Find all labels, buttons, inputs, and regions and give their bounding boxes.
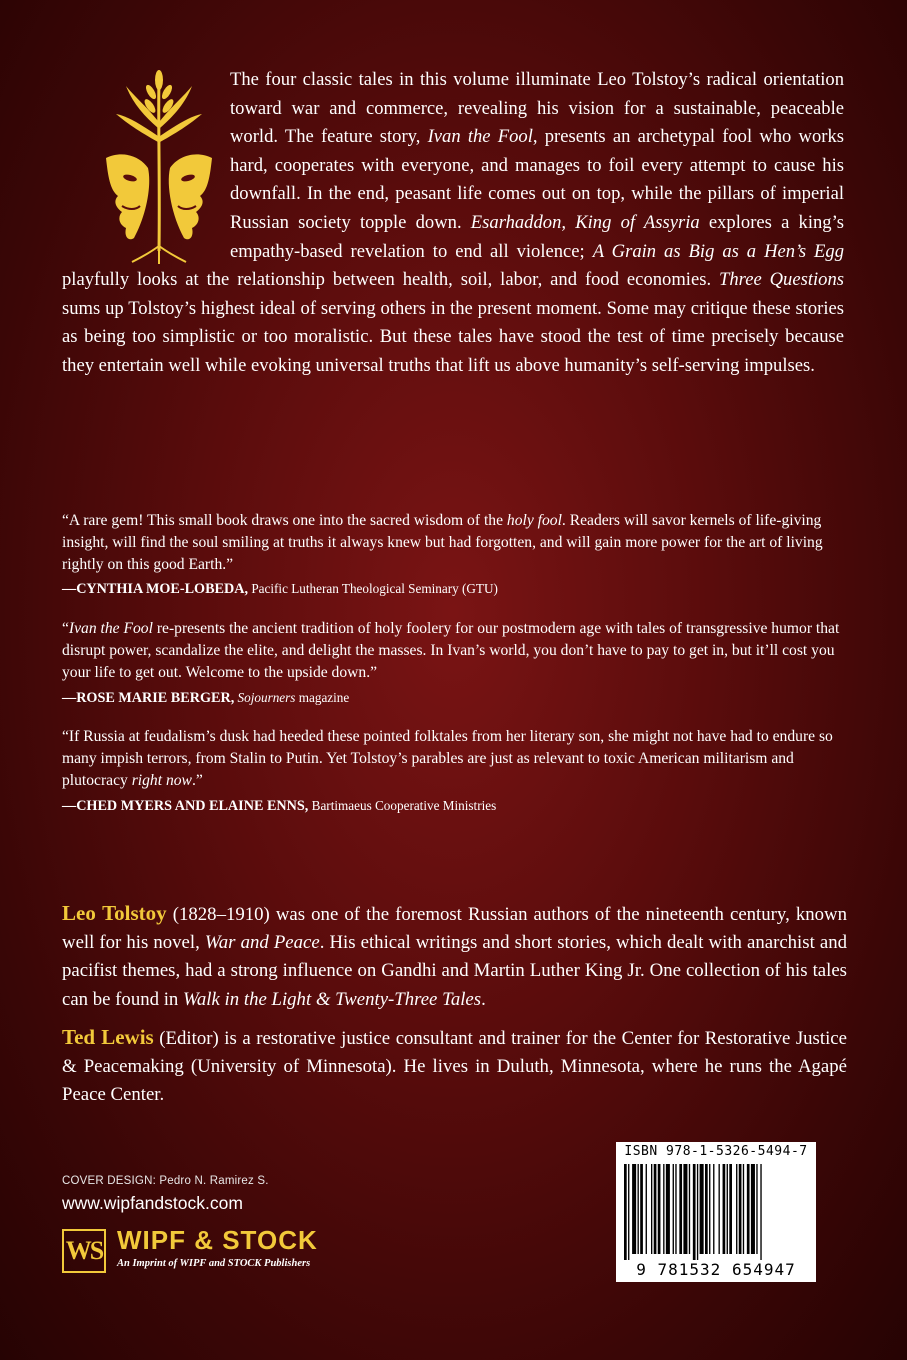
- bio-text: .: [481, 988, 486, 1010]
- description-text: playfully looks at the relationship between health, soil, labor, and food economies.: [62, 269, 720, 291]
- publisher-logo: [62, 1225, 382, 1281]
- endorser-affiliation: Bartimaeus Cooperative Ministries: [308, 797, 497, 813]
- quote-part: “If Russia at feudalism’s dusk had heeded these pointed folktales from her literary son, she might not have had to endure so many impish terrors, from Stalin to Putin. Yet Tolstoy’s parables are just as relevant to toxic American militarism and plutocracy: [62, 728, 833, 789]
- quote-italic: holy fool: [506, 512, 562, 529]
- endorsements: [62, 510, 847, 835]
- title-esarhaddon: Esarhaddon, King of Assyria: [470, 211, 700, 233]
- endorsement: [62, 618, 847, 709]
- quote-part: re-presents the ancient tradition of holy foolery for our postmodern age with tales of transgressive humor that disrupt power, scandalize the elite, and delight the masses. In Ivan’s world, you don’t have to pay to get in, but it’ll cost you your life to get out. Welcome to the upside down.”: [62, 620, 840, 681]
- endorsement-attribution: [62, 578, 847, 601]
- cover-design-credit: COVER DESIGN: Pedro N. Ramirez S.: [62, 1175, 269, 1187]
- quote-part: “A rare gem! This small book draws one into the sacred wisdom of the: [62, 512, 507, 529]
- endorsement: [62, 726, 847, 817]
- endorsement-attribution: [62, 687, 847, 710]
- description-text: sums up Tolstoy’s highest ideal of serving others in the present moment. Some may critique these stories as being too simplistic or too moralistic. But these tales have stood the test of time precisely because they entertain well while evoking universal truths that lift us above humanity’s self-serving impulses.: [62, 297, 844, 376]
- quote-italic: right now: [131, 771, 192, 789]
- description-text: The four classic tales in this volume illuminate Leo Tolstoy’s radical orientation toward war and commerce, revealing his vision for a sustainable, peaceable world. The feature story,: [230, 69, 844, 148]
- editor-bio: [62, 1023, 847, 1110]
- endorser-name: —CHED MYERS AND ELAINE ENNS,: [62, 797, 309, 814]
- endorser-affiliation: Pacific Lutheran Theological Seminary (GTU): [248, 581, 498, 597]
- title-grain-hens-egg: A Grain as Big as a Hen’s Egg: [592, 240, 844, 262]
- bio-text: (Editor) is a restorative justice consultant and trainer for the Center for Restorative Justice & Peacemaking (University of Minnesota). He lives in Duluth, Minnesota, where he runs the Agapé Peace Center.: [62, 1028, 847, 1106]
- barcode-digits: 9 781532 654947: [636, 1260, 796, 1279]
- endorser-name: —ROSE MARIE BERGER,: [62, 689, 235, 706]
- publisher-tagline: An Imprint of WIPF and STOCK Publishers: [117, 1258, 311, 1269]
- description-text: , presents an archetypal fool who works hard, cooperates with everyone, and manages to foil every attempt to cause his downfall. In the end, peasant life comes out on top, while the pillars of imperial Russian society topple down.: [230, 126, 844, 233]
- bio-text: (1828–1910) was one of the foremost Russian authors of the nineteenth century, known well for his novel,: [62, 904, 847, 954]
- endorsement: [62, 510, 847, 601]
- barcode-bars-icon: [624, 1164, 808, 1260]
- title-ivan-the-fool: Ivan the Fool: [427, 126, 533, 148]
- endorsement-text: [62, 510, 847, 575]
- endorsement-attribution: [62, 795, 847, 818]
- bio-text: . His ethical writings and short stories, which dealt with anarchist and pacifist themes, had a strong influence on Gandhi and Martin Luther King Jr. One collection of his tales can be found in: [62, 932, 847, 1010]
- title-war-and-peace: War and Peace: [204, 932, 320, 954]
- author-bio: [62, 899, 847, 1014]
- title-three-questions: Three Questions: [719, 269, 844, 291]
- publisher-website: www.wipfandstock.com: [62, 1193, 243, 1213]
- endorser-affiliation-italic: Sojourners: [234, 689, 296, 705]
- author-name: Leo Tolstoy: [62, 901, 167, 925]
- book-description: [62, 66, 844, 381]
- emblem-spacer: [62, 66, 230, 250]
- description-text: explores a king’s empathy-based revelation to end all violence;: [230, 211, 844, 262]
- publisher-name: WIPF & STOCK: [117, 1225, 318, 1255]
- quote-part: “: [62, 620, 69, 638]
- editor-name: Ted Lewis: [62, 1025, 154, 1049]
- isbn-barcode: [616, 1142, 816, 1282]
- quote-part: .”: [191, 771, 203, 789]
- quote-part: . Readers will savor kernels of life-giving insight, will find the soul smiling at truths it always knew but had forgotten, and will gain more power for the art of living rightly on this good Earth.”: [62, 512, 823, 573]
- quote-italic: Ivan the Fool: [68, 620, 153, 638]
- title-walk-in-the-light: Walk in the Light & Twenty-Three Tales: [183, 988, 482, 1010]
- ws-logo-mark: WS: [62, 1229, 106, 1273]
- endorsement-text: [62, 726, 847, 791]
- isbn-label: ISBN 978-1-5326-5494-7: [624, 1144, 808, 1159]
- endorser-name: —CYNTHIA MOE-LOBEDA,: [62, 581, 249, 598]
- endorsement-text: [62, 618, 847, 683]
- endorser-affiliation: magazine: [295, 689, 350, 705]
